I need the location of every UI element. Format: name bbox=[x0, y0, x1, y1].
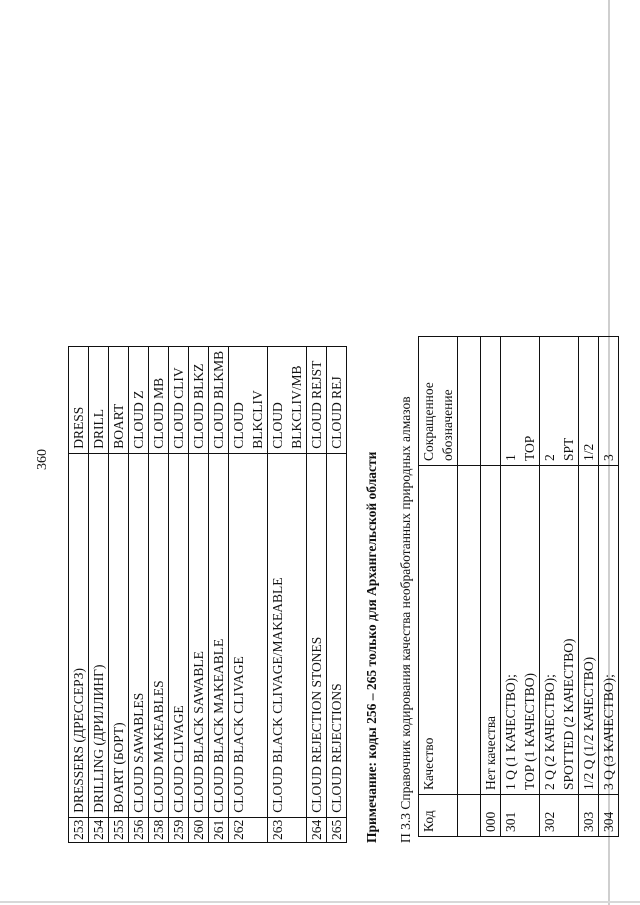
abbreviation-line: BLKCLIV bbox=[250, 390, 265, 449]
abbreviation-line: CLOUD CLIV bbox=[171, 367, 186, 449]
abbreviation-cell bbox=[268, 346, 307, 453]
name-cell bbox=[169, 453, 189, 817]
table-row bbox=[69, 346, 89, 842]
blank-cell bbox=[458, 466, 481, 795]
name-line: CLOUD BLACK CLIVAGE/MAKEABLE bbox=[270, 577, 285, 813]
table-row bbox=[327, 346, 347, 842]
code-cell: 261 bbox=[209, 817, 229, 842]
name-cell bbox=[481, 466, 501, 795]
name-line: DRESSERS (ДРЕССЕРЗ) bbox=[71, 667, 86, 813]
abbreviation-line: 3 bbox=[601, 454, 616, 461]
code-cell: 255 bbox=[109, 817, 129, 842]
name-cell bbox=[501, 466, 540, 795]
table-note: Примечание: коды 256 – 265 только для Архангельской области bbox=[364, 451, 379, 843]
code-cell: 303 bbox=[579, 795, 599, 837]
name-cell bbox=[599, 466, 619, 795]
header-abbreviation bbox=[419, 337, 458, 466]
abbreviation-cell bbox=[169, 346, 189, 453]
abbreviation-line: CLOUD bbox=[231, 402, 246, 449]
page-number: 360 bbox=[35, 449, 50, 470]
abbreviation-cell bbox=[69, 346, 89, 453]
abbreviation-line: BLKCLIV/MB bbox=[289, 365, 304, 449]
abbreviation-cell bbox=[579, 337, 599, 466]
name-line: 2 Q (2 КАЧЕСТВО); bbox=[542, 674, 557, 790]
blank-cell bbox=[458, 337, 481, 466]
blank-cell bbox=[458, 795, 481, 837]
abbreviation-cell bbox=[599, 337, 619, 466]
abbreviation-line: 2 bbox=[542, 454, 557, 461]
abbreviation-cell bbox=[481, 337, 501, 466]
name-line: CLOUD REJECTION STONES bbox=[309, 636, 324, 813]
abbreviation-cell bbox=[540, 337, 579, 466]
abbreviation-line: CLOUD bbox=[270, 402, 285, 449]
table-row bbox=[599, 337, 619, 837]
table-row bbox=[229, 346, 268, 842]
name-cell bbox=[268, 453, 307, 817]
abbreviation-cell bbox=[327, 346, 347, 453]
table-row bbox=[307, 346, 327, 842]
abbreviation-cell bbox=[501, 337, 540, 466]
abbreviation-line: SPT bbox=[561, 437, 576, 461]
name-cell bbox=[229, 453, 268, 817]
name-line: CLOUD SAWABLES bbox=[131, 692, 146, 813]
table-row bbox=[501, 337, 540, 837]
abbreviation-cell bbox=[189, 346, 209, 453]
table-row bbox=[189, 346, 209, 842]
code-cell: 260 bbox=[189, 817, 209, 842]
table-row bbox=[89, 346, 109, 842]
name-cell bbox=[69, 453, 89, 817]
abbreviation-cell bbox=[109, 346, 129, 453]
abbreviation-line: CLOUD Z bbox=[131, 390, 146, 449]
code-cell: 262 bbox=[229, 817, 268, 842]
table-row bbox=[209, 346, 229, 842]
header-abbreviation-line: обозначение bbox=[440, 389, 455, 461]
abbreviation-line: DRILL bbox=[91, 409, 106, 449]
abbreviation-line: CLOUD MB bbox=[151, 377, 166, 449]
code-cell: 258 bbox=[149, 817, 169, 842]
header-code: Код bbox=[419, 795, 458, 837]
code-cell: 000 bbox=[481, 795, 501, 837]
code-cell: 254 bbox=[89, 817, 109, 842]
code-cell: 301 bbox=[501, 795, 540, 837]
code-cell: 256 bbox=[129, 817, 149, 842]
table-row bbox=[579, 337, 599, 837]
diamond-codes-table bbox=[68, 346, 347, 843]
name-line: CLOUD REJECTIONS bbox=[329, 683, 344, 813]
name-line: 3 Q (3 КАЧЕСТВО); bbox=[601, 674, 616, 790]
name-cell bbox=[109, 453, 129, 817]
header-quality: Качество bbox=[419, 466, 458, 795]
header-abbreviation-line: Сокращенное bbox=[421, 382, 436, 461]
abbreviation-line: TOP bbox=[522, 435, 537, 461]
name-cell bbox=[149, 453, 169, 817]
name-cell bbox=[209, 453, 229, 817]
name-cell bbox=[129, 453, 149, 817]
table-row bbox=[268, 346, 307, 842]
table-row bbox=[169, 346, 189, 842]
abbreviation-cell bbox=[129, 346, 149, 453]
abbreviation-line: 1 bbox=[503, 454, 518, 461]
name-line: 1 Q (1 КАЧЕСТВО); bbox=[503, 674, 518, 790]
table-row bbox=[129, 346, 149, 842]
name-line: DRILLING (ДРИЛЛИНГ) bbox=[91, 664, 106, 813]
code-cell: 259 bbox=[169, 817, 189, 842]
name-cell bbox=[327, 453, 347, 817]
abbreviation-line: BOART bbox=[111, 403, 126, 449]
abbreviation-line: CLOUD REJST bbox=[309, 360, 324, 449]
code-cell: 302 bbox=[540, 795, 579, 837]
name-line: Нет качества bbox=[483, 715, 498, 790]
name-cell bbox=[189, 453, 209, 817]
abbreviation-line: DRESS bbox=[71, 406, 86, 449]
name-line: SPOTTED (2 КАЧЕСТВО) bbox=[561, 638, 576, 790]
table-header-row bbox=[419, 337, 458, 837]
blank-row bbox=[458, 337, 481, 837]
name-cell bbox=[540, 466, 579, 795]
name-line: CLOUD BLACK MAKEABLE bbox=[211, 638, 226, 813]
section-title: П 3.3 Справочник кодирования качества необработанных природных алмазов bbox=[398, 396, 413, 843]
name-line: TOP (1 КАЧЕСТВО) bbox=[522, 673, 537, 790]
name-cell bbox=[89, 453, 109, 817]
name-line: BOART (БОРТ) bbox=[111, 722, 126, 813]
code-cell: 304 bbox=[599, 795, 619, 837]
name-line: CLOUD BLACK SAWABLE bbox=[191, 651, 206, 813]
table-row bbox=[109, 346, 129, 842]
name-cell bbox=[579, 466, 599, 795]
abbreviation-cell bbox=[209, 346, 229, 453]
name-line: CLOUD BLACK CLIVAGE bbox=[231, 656, 246, 813]
abbreviation-line: 1/2 bbox=[581, 443, 596, 461]
abbreviation-cell bbox=[89, 346, 109, 453]
abbreviation-cell bbox=[307, 346, 327, 453]
name-cell bbox=[307, 453, 327, 817]
code-cell: 253 bbox=[69, 817, 89, 842]
name-line: 1/2 Q (1/2 КАЧЕСТВО) bbox=[581, 656, 596, 790]
abbreviation-line: CLOUD REJ bbox=[329, 376, 344, 449]
table-row bbox=[481, 337, 501, 837]
code-cell: 264 bbox=[307, 817, 327, 842]
code-cell: 263 bbox=[268, 817, 307, 842]
abbreviation-line: CLOUD BLKMB bbox=[211, 350, 226, 449]
code-cell: 265 bbox=[327, 817, 347, 842]
abbreviation-cell bbox=[149, 346, 169, 453]
name-line: CLOUD MAKEABLES bbox=[151, 680, 166, 813]
name-line: CLOUD CLIVAGE bbox=[171, 705, 186, 813]
table-row bbox=[149, 346, 169, 842]
abbreviation-line: CLOUD BLKZ bbox=[191, 363, 206, 449]
abbreviation-cell bbox=[229, 346, 268, 453]
table-row bbox=[540, 337, 579, 837]
quality-codes-table bbox=[418, 336, 619, 837]
